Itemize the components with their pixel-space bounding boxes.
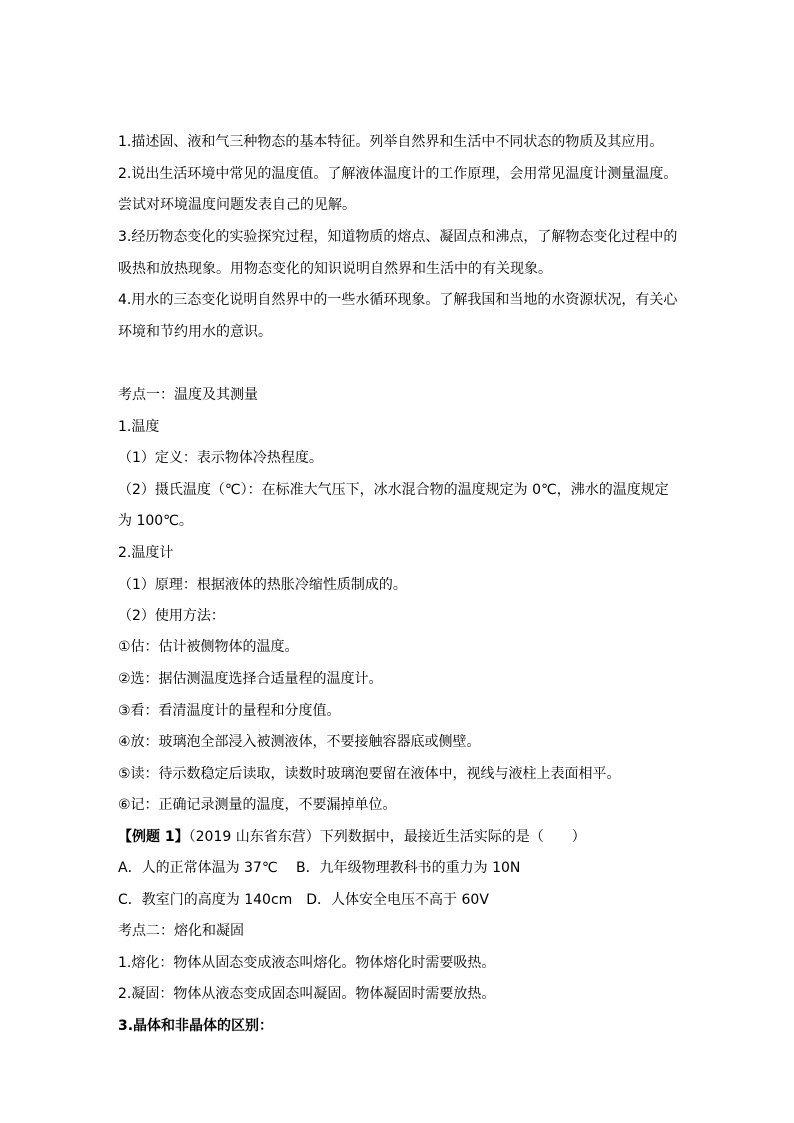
celsius-definition-line-2: 为 100℃。 — [118, 513, 193, 529]
section-heading-temperature: 考点一：温度及其测量 — [118, 387, 258, 403]
solidification-definition: 2.凝固：物体从液态变成固态叫凝固。物体凝固时需要放热。 — [118, 986, 496, 1002]
thermometer-principle: （1）原理：根据液体的热胀冷缩性质制成的。 — [118, 577, 407, 593]
celsius-definition-line-1: （2）摄氏温度（℃）：在标准大气压下，冰水混合物的温度规定为 0℃，沸水的温度规定 — [118, 482, 669, 498]
example-label: 【例题 1】 — [118, 829, 189, 845]
usage-step-select: ②选：据估测温度选择合适量程的温度计。 — [118, 671, 383, 687]
objective-line-6: 4.用水的三态变化说明自然界中的一些水循环现象。了解我国和当地的水资源状况，有关心 — [118, 292, 678, 308]
usage-step-look: ③看：看清温度计的量程和分度值。 — [118, 703, 341, 719]
usage-step-record: ⑥记：正确记录测量的温度，不要漏掉单位。 — [118, 797, 397, 813]
temperature-definition: （1）定义：表示物体冷热程度。 — [118, 450, 323, 466]
crystal-comparison-heading: 3.晶体和非晶体的区别： — [118, 1018, 274, 1034]
objective-line-3: 尝试对环境温度问题发表自己的见解。 — [118, 197, 356, 213]
objective-line-2: 2.说出生活环境中常见的温度值。了解液体温度计的工作原理，会用常见温度计测量温度。 — [118, 166, 678, 182]
objective-line-7: 环境和节约用水的意识。 — [118, 324, 272, 340]
melting-definition: 1.熔化：物体从固态变成液态叫熔化。物体熔化时需要吸热。 — [118, 955, 496, 971]
topic-thermometer: 2.温度计 — [118, 545, 174, 561]
usage-step-place: ④放：玻璃泡全部浸入被测液体，不要接触容器底或侧壁。 — [118, 734, 481, 750]
objective-line-1: 1.描述固、液和气三种物态的基本特征。列举自然界和生活中不同状态的物质及其应用。 — [118, 134, 664, 150]
example-options-line-2: C．教室门的高度为 140cm D．人体安全电压不高于 60V — [118, 892, 489, 908]
objective-line-5: 吸热和放热现象。用物态变化的知识说明自然界和生活中的有关现象。 — [118, 261, 552, 277]
example-question — [118, 828, 698, 846]
thermometer-usage-heading: （2）使用方法： — [118, 608, 225, 624]
objective-line-4: 3.经历物态变化的实验探究过程，知道物质的熔点、凝固点和沸点，了解物态变化过程中的 — [118, 229, 678, 245]
usage-step-read: ⑤读：待示数稳定后读取，读数时玻璃泡要留在液体中，视线与液柱上表面相平。 — [118, 766, 621, 782]
section-heading-melting: 考点二：熔化和凝固 — [118, 923, 244, 939]
example-question-text: （2019 山东省东营）下列数据中，最接近生活实际的是（ ） — [188, 829, 586, 845]
example-options-line-1: A．人的正常体温为 37℃ B．九年级物理教科书的重力为 10N — [118, 860, 521, 876]
topic-temperature: 1.温度 — [118, 419, 160, 435]
usage-step-estimate: ①估：估计被侧物体的温度。 — [118, 639, 299, 655]
